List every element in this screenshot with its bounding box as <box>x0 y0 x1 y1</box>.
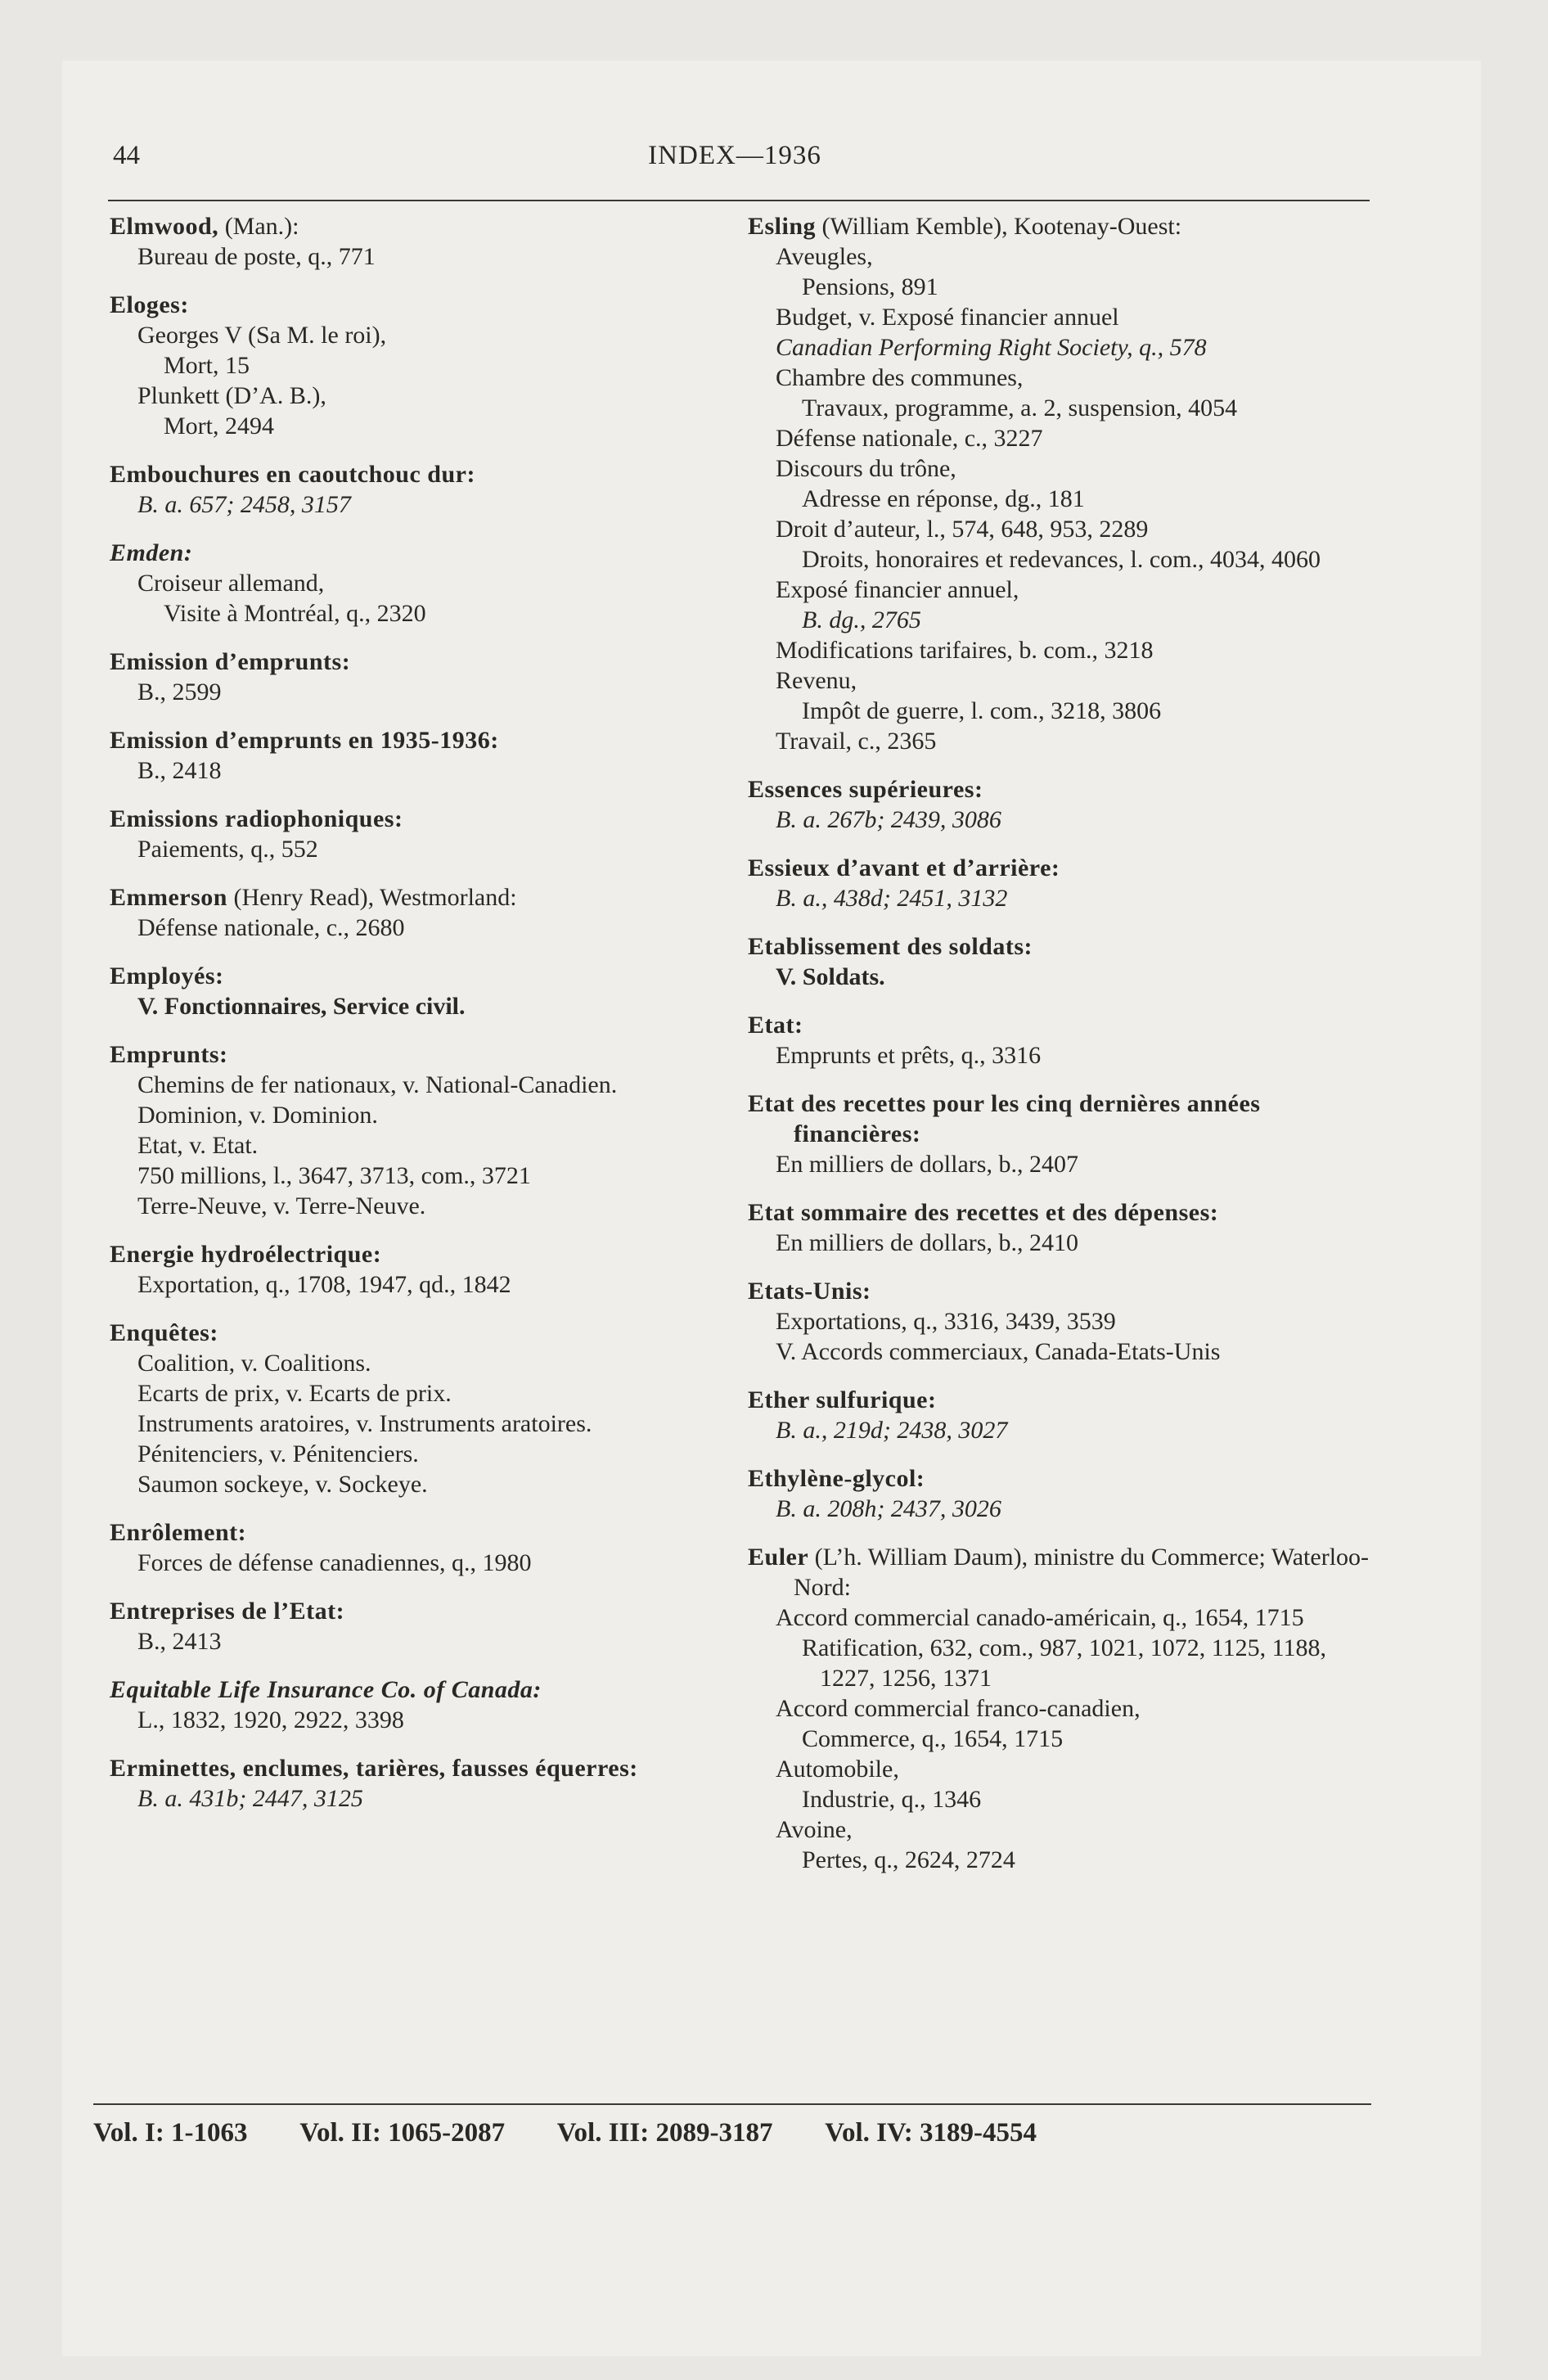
entry-heading: Emission d’emprunts en 1935-1936: <box>110 727 499 754</box>
index-entry <box>746 1385 1370 1445</box>
index-entry <box>108 290 691 441</box>
entry-line: Canadian Performing Right Society, q., 578 <box>776 334 1207 361</box>
entry-heading: Euler <box>748 1544 809 1571</box>
index-entry <box>108 647 691 707</box>
entry-heading-rest: (William Kemble), Kootenay-Ouest: <box>816 213 1182 240</box>
entry-line: V. Fonctionnaires, Service civil. <box>137 993 466 1020</box>
page-number: 44 <box>113 141 140 170</box>
entry-heading: Esling <box>748 213 817 240</box>
entry-line: Pensions, 891 <box>802 273 938 300</box>
entry-line: Industrie, q., 1346 <box>802 1786 982 1813</box>
entry-line: Paiements, q., 552 <box>137 836 318 863</box>
entry-line: B. a., 219d; 2438, 3027 <box>776 1417 1008 1444</box>
entry-line: Commerce, q., 1654, 1715 <box>802 1725 1064 1752</box>
entry-heading-rest: (L’h. William Daum), ministre du Commerce; Waterloo-Nord: <box>794 1544 1370 1601</box>
entry-line: Droit d’auteur, l., 574, 648, 953, 2289 <box>776 516 1149 543</box>
entry-heading: Entreprises de l’Etat: <box>110 1598 345 1625</box>
entry-heading: Etats-Unis: <box>748 1278 871 1305</box>
entry-line: Instruments aratoires, v. Instruments aratoires. <box>137 1410 592 1437</box>
entry-line: B., 2413 <box>137 1628 222 1655</box>
entry-heading: Elmwood, <box>110 213 219 240</box>
footer-rule <box>93 2103 1371 2105</box>
index-entry <box>108 1675 691 1735</box>
entry-line: Accord commercial canado-américain, q., 1654, 1715 <box>776 1604 1304 1631</box>
entry-heading-rest: (Henry Read), Westmorland: <box>227 884 517 911</box>
entry-line: Ratification, 632, com., 987, 1021, 1072, 1125, 1188, 1227, 1256, 1371 <box>802 1634 1327 1692</box>
entry-line: V. Accords commerciaux, Canada-Etats-Unis <box>776 1338 1221 1365</box>
header-rule <box>108 200 1370 201</box>
entry-heading: Energie hydroélectrique: <box>110 1241 382 1268</box>
entry-line: B. a. 657; 2458, 3157 <box>137 491 351 518</box>
index-entry <box>108 211 691 272</box>
entry-line: Forces de défense canadiennes, q., 1980 <box>137 1549 532 1576</box>
entry-heading: Emmerson <box>110 884 227 911</box>
index-entry <box>108 1596 691 1657</box>
entry-line: Exportation, q., 1708, 1947, qd., 1842 <box>137 1271 511 1298</box>
entry-line: B., 2418 <box>137 757 222 784</box>
entry-heading: Ether sulfurique: <box>748 1386 937 1413</box>
entry-heading: Etat: <box>748 1012 803 1039</box>
entry-line: Travail, c., 2365 <box>776 728 937 755</box>
entry-heading: Etat des recettes pour les cinq dernières années financières: <box>748 1090 1261 1147</box>
entry-heading: Essieux d’avant et d’arrière: <box>748 854 1060 881</box>
entry-heading-rest: (Man.): <box>218 213 299 240</box>
entry-heading: Erminettes, enclumes, tarières, fausses équerres: <box>110 1755 638 1782</box>
index-entry <box>746 853 1370 913</box>
entry-heading: Etat sommaire des recettes et des dépenses: <box>748 1199 1219 1226</box>
entry-line: Impôt de guerre, l. com., 3218, 3806 <box>802 697 1162 724</box>
page-title: INDEX—1936 <box>648 141 821 170</box>
index-entry <box>108 459 691 520</box>
entry-line: Exportations, q., 3316, 3439, 3539 <box>776 1308 1116 1335</box>
entry-heading: Employés: <box>110 962 224 989</box>
entry-line: Georges V (Sa M. le roi), <box>137 322 387 349</box>
entry-line: Accord commercial franco-canadien, <box>776 1695 1141 1722</box>
index-entry <box>108 1039 691 1221</box>
entry-heading: Enquêtes: <box>110 1319 218 1346</box>
volume-range: Vol. III: 2089-3187 <box>556 2118 773 2148</box>
index-entry <box>746 774 1370 835</box>
right-column <box>746 211 1370 1893</box>
entry-line: Exposé financier annuel, <box>776 576 1019 603</box>
entry-line: Terre-Neuve, v. Terre-Neuve. <box>137 1192 426 1219</box>
entry-line: Ecarts de prix, v. Ecarts de prix. <box>137 1380 452 1407</box>
entry-line: Chambre des communes, <box>776 364 1024 391</box>
index-entry <box>108 1753 691 1814</box>
entry-heading: Etablissement des soldats: <box>748 933 1033 960</box>
index-entry <box>746 211 1370 756</box>
index-entry <box>108 1517 691 1578</box>
entry-line: B., 2599 <box>137 678 222 705</box>
entry-heading: Essences supérieures: <box>748 776 983 803</box>
entry-line: Croiseur allemand, <box>137 570 325 597</box>
index-entry <box>746 1010 1370 1071</box>
entry-heading: Eloges: <box>110 291 189 318</box>
entry-line: Visite à Montréal, q., 2320 <box>164 600 426 627</box>
entry-line: Emprunts et prêts, q., 3316 <box>776 1042 1042 1069</box>
entry-line: Travaux, programme, a. 2, suspension, 4054 <box>802 394 1238 421</box>
volume-footer <box>93 2118 1371 2148</box>
entry-line: En milliers de dollars, b., 2407 <box>776 1151 1078 1178</box>
entry-line: Dominion, v. Dominion. <box>137 1102 378 1129</box>
index-entry <box>108 538 691 629</box>
entry-line: B. dg., 2765 <box>802 606 921 633</box>
volume-range: Vol. I: 1-1063 <box>93 2118 248 2148</box>
index-entry <box>108 882 691 943</box>
index-entry <box>746 931 1370 992</box>
entry-heading: Equitable Life Insurance Co. of Canada: <box>110 1676 542 1703</box>
index-entry <box>746 1197 1370 1258</box>
entry-line: B. a., 438d; 2451, 3132 <box>776 885 1008 912</box>
entry-line: V. Soldats. <box>776 963 885 990</box>
entry-line: Adresse en réponse, dg., 181 <box>802 485 1085 512</box>
entry-line: 750 millions, l., 3647, 3713, com., 3721 <box>137 1162 531 1189</box>
entry-heading: Embouchures en caoutchouc dur: <box>110 461 475 488</box>
entry-heading: Emission d’emprunts: <box>110 648 351 675</box>
entry-line: Automobile, <box>776 1756 899 1783</box>
left-column <box>108 211 691 1832</box>
index-entry <box>108 1318 691 1499</box>
entry-line: Défense nationale, c., 2680 <box>137 914 405 941</box>
entry-heading: Ethylène-glycol: <box>748 1465 925 1492</box>
entry-line: En milliers de dollars, b., 2410 <box>776 1229 1078 1256</box>
volume-range: Vol. II: 1065-2087 <box>299 2118 506 2148</box>
entry-heading: Emden: <box>110 539 193 566</box>
entry-line: Défense nationale, c., 3227 <box>776 425 1043 452</box>
entry-line: Pénitenciers, v. Pénitenciers. <box>137 1440 419 1467</box>
index-entry <box>108 725 691 786</box>
entry-line: Modifications tarifaires, b. com., 3218 <box>776 637 1154 664</box>
entry-line: Coalition, v. Coalitions. <box>137 1350 371 1377</box>
entry-line: B. a. 431b; 2447, 3125 <box>137 1785 363 1812</box>
entry-line: Saumon sockeye, v. Sockeye. <box>137 1471 428 1498</box>
index-entry <box>746 1276 1370 1367</box>
volume-range: Vol. IV: 3189-4554 <box>825 2118 1037 2148</box>
entry-heading: Emprunts: <box>110 1041 228 1068</box>
entry-line: Mort, 15 <box>164 352 250 379</box>
entry-line: B. a. 267b; 2439, 3086 <box>776 806 1001 833</box>
index-entry <box>746 1463 1370 1524</box>
entry-line: Aveugles, <box>776 243 873 270</box>
page-header <box>113 141 1357 174</box>
entry-line: Etat, v. Etat. <box>137 1132 259 1159</box>
index-entry <box>108 804 691 864</box>
entry-line: Pertes, q., 2624, 2724 <box>802 1846 1015 1873</box>
entry-line: L., 1832, 1920, 2922, 3398 <box>137 1706 404 1733</box>
entry-line: Mort, 2494 <box>164 412 274 439</box>
entry-line: Budget, v. Exposé financier annuel <box>776 304 1119 331</box>
index-entry <box>746 1542 1370 1875</box>
entry-line: Avoine, <box>776 1816 853 1843</box>
entry-line: Bureau de poste, q., 771 <box>137 243 376 270</box>
entry-line: Droits, honoraires et redevances, l. com., 4034, 4060 <box>802 546 1321 573</box>
entry-line: Discours du trône, <box>776 455 956 482</box>
entry-line: Chemins de fer nationaux, v. National-Canadien. <box>137 1071 618 1098</box>
index-entry <box>108 1239 691 1300</box>
entry-line: B. a. 208h; 2437, 3026 <box>776 1495 1001 1522</box>
index-entry <box>108 961 691 1021</box>
index-entry <box>746 1089 1370 1179</box>
entry-line: Plunkett (D’A. B.), <box>137 382 326 409</box>
entry-line: Revenu, <box>776 667 857 694</box>
entry-heading: Enrôlement: <box>110 1519 247 1546</box>
entry-heading: Emissions radiophoniques: <box>110 805 403 832</box>
